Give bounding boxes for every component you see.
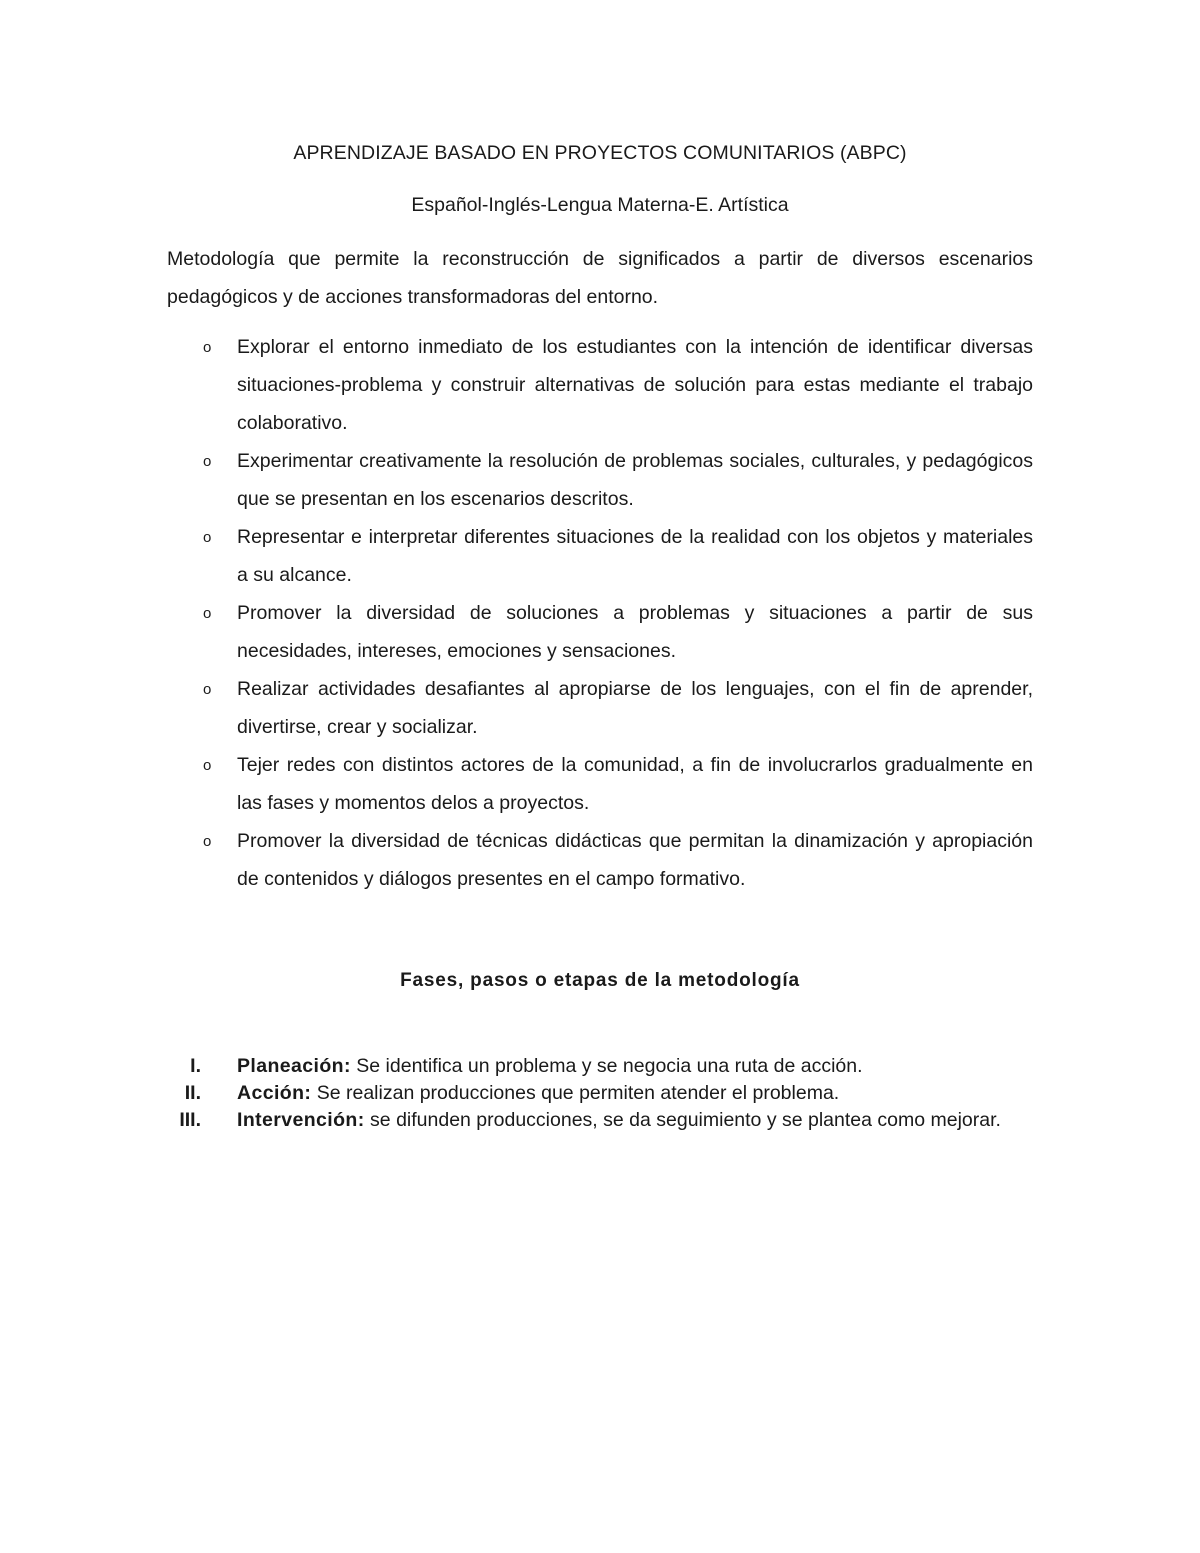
bullet-icon: o [203, 833, 212, 850]
phase-text: Se identifica un problema y se negocia una ruta de acción. [350, 1055, 863, 1077]
bullet-icon: o [203, 529, 212, 546]
phase-numeral: I. [190, 1055, 201, 1077]
document-title: APRENDIZAJE BASADO EN PROYECTOS COMUNITARIOS (ABPC) [293, 142, 907, 164]
phase-text: Se realizan producciones que permiten atender el problema. [311, 1082, 840, 1104]
phase-term: Acción: [237, 1082, 312, 1104]
bullet-icon: o [203, 453, 212, 470]
list-item-text: Tejer redes con distintos actores de la comunidad, a fin de involucrarlos gradualmente en las fases y momentos delos a proyectos. [237, 754, 1033, 814]
list-item-text: Experimentar creativamente la resolución de problemas sociales, culturales, y pedagógicos que se presentan en los escenarios descritos. [237, 450, 1033, 510]
list-item [167, 746, 1033, 822]
list-item-text: Realizar actividades desafiantes al apropiarse de los lenguajes, con el fin de aprender, divertirse, crear y socializar. [237, 678, 1033, 738]
list-item [167, 328, 1033, 442]
document-subtitle: Español-Inglés-Lengua Materna-E. Artística [411, 194, 789, 216]
phase-numeral: III. [179, 1109, 201, 1131]
list-item [167, 670, 1033, 746]
phase-item-accion [167, 1080, 1033, 1107]
phase-item-intervencion [167, 1107, 1033, 1134]
intro-paragraph: Metodología que permite la reconstrucción de significados a partir de diversos escenarios pedagógicos y de acciones transformadoras del entorno. [167, 248, 1033, 308]
list-item [167, 442, 1033, 518]
bullet-icon: o [203, 339, 212, 356]
list-item-text: Explorar el entorno inmediato de los estudiantes con la intención de identificar diversas situaciones-problema y construir alternativas de solución para estas mediante el trabajo colaborativo. [237, 336, 1033, 434]
list-item [167, 594, 1033, 670]
document-page [167, 138, 1033, 1134]
objectives-list [167, 328, 1033, 898]
phase-numeral: II. [184, 1082, 201, 1104]
phases-list [167, 1053, 1033, 1134]
phase-text: se difunden producciones, se da seguimiento y se plantea como mejorar. [364, 1109, 1001, 1131]
phase-term: Intervención: [237, 1109, 365, 1131]
list-item-text: Representar e interpretar diferentes situaciones de la realidad con los objetos y materiales a su alcance. [237, 526, 1033, 586]
list-item-text: Promover la diversidad de técnicas didácticas que permitan la dinamización y apropiación de contenidos y diálogos presentes en el campo formativo. [237, 830, 1033, 890]
phase-term: Planeación: [237, 1055, 351, 1077]
list-item-text: Promover la diversidad de soluciones a problemas y situaciones a partir de sus necesidades, intereses, emociones y sensaciones. [237, 602, 1033, 662]
bullet-icon: o [203, 681, 212, 698]
list-item [167, 822, 1033, 898]
bullet-icon: o [203, 605, 212, 622]
phase-item-planeacion [167, 1053, 1033, 1080]
section-heading: Fases, pasos o etapas de la metodología [400, 970, 800, 991]
list-item [167, 518, 1033, 594]
bullet-icon: o [203, 757, 212, 774]
